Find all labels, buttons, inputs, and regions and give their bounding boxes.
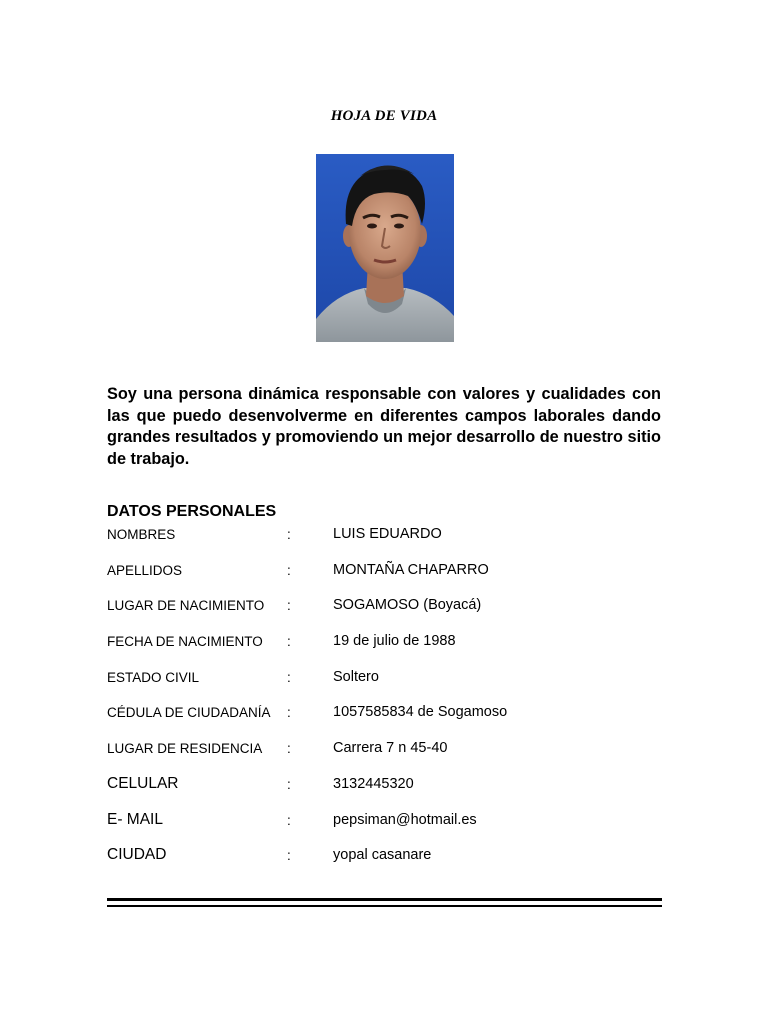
section-heading-personal-data: DATOS PERSONALES (107, 503, 277, 520)
field-label: APELLIDOS (107, 562, 183, 578)
field-row-fecha-nacimiento (107, 626, 667, 662)
field-label: LUGAR DE RESIDENCIA (107, 741, 263, 757)
field-label: CÉDULA DE CIUDADANÍA (107, 705, 271, 721)
profile-photo (316, 154, 454, 342)
field-separator: : (287, 598, 291, 614)
field-row-ciudad (107, 840, 667, 876)
field-row-apellidos (107, 555, 667, 591)
field-separator: : (287, 705, 291, 721)
field-row-lugar-residencia (107, 733, 667, 769)
field-label: LUGAR DE NACIMIENTO (107, 598, 265, 614)
field-separator: : (287, 562, 291, 578)
field-value: MONTAÑA CHAPARRO (333, 561, 489, 578)
document-title: HOJA DE VIDA (330, 108, 438, 124)
field-row-celular (107, 769, 667, 805)
field-separator: : (287, 741, 291, 757)
field-row-lugar-nacimiento (107, 590, 667, 626)
field-value: yopal casanare (333, 847, 432, 864)
field-row-email (107, 805, 667, 841)
field-separator: : (287, 848, 291, 864)
field-row-cedula (107, 697, 667, 733)
profile-summary: Soy una persona dinámica responsable con valores y cualidades con las que puedo desenvolverme en diferentes campos laborales dando grandes resultados y promoviendo un mejor desarrollo de nuestro sitio de trabajo. (107, 385, 661, 468)
field-row-estado-civil (107, 662, 667, 698)
field-value: Carrera 7 n 45-40 (333, 740, 448, 757)
field-value: 3132445320 (333, 775, 414, 792)
divider-thin (107, 905, 662, 907)
field-label: NOMBRES (107, 527, 176, 542)
field-label: E- MAIL (107, 810, 163, 828)
field-label: CELULAR (107, 774, 179, 792)
field-value: LUIS EDUARDO (333, 526, 442, 542)
field-row-nombres (107, 519, 667, 555)
field-separator: : (287, 669, 291, 685)
field-value: 19 de julio de 1988 (333, 633, 456, 650)
field-value: SOGAMOSO (Boyacá) (333, 597, 482, 614)
divider-thick (107, 898, 662, 901)
field-label: ESTADO CIVIL (107, 669, 200, 685)
field-separator: : (287, 776, 291, 792)
field-value: pepsiman@hotmail.es (333, 811, 477, 828)
personal-data-list (107, 519, 667, 876)
field-label: FECHA DE NACIMIENTO (107, 634, 263, 650)
field-separator: : (287, 812, 291, 828)
field-separator: : (287, 634, 291, 650)
field-label: CIUDAD (107, 846, 167, 864)
field-value: 1057585834 de Sogamoso (333, 704, 508, 721)
field-value: Soltero (333, 668, 379, 685)
field-separator: : (287, 527, 291, 542)
